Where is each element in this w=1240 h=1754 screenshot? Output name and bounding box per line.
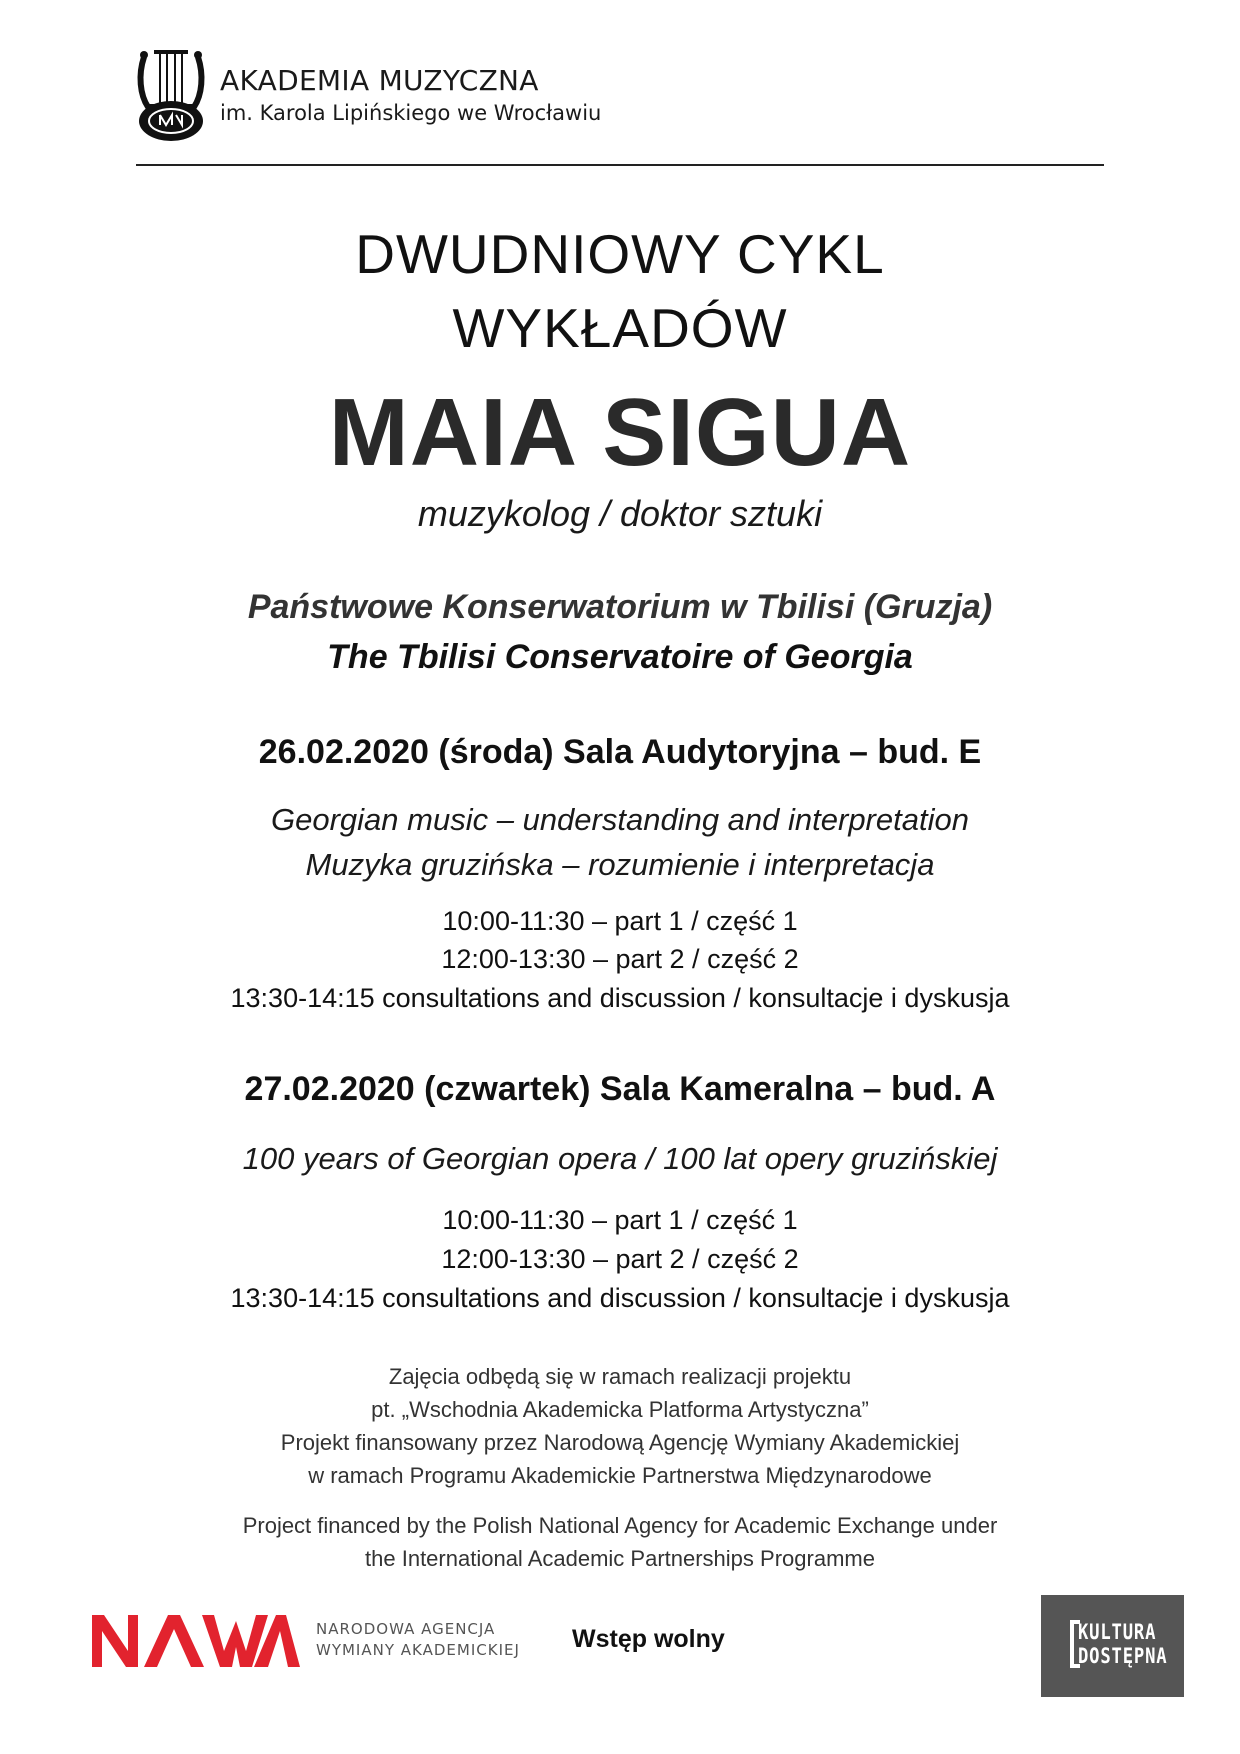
nawa-logo xyxy=(90,1611,302,1669)
institution-en: The Tbilisi Conservatoire of Georgia xyxy=(327,638,913,676)
funding-note-pl: Projekt finansowany przez Narodową Agencję Wymiany Akademickiej xyxy=(280,1430,960,1455)
speaker-role: muzykolog / doktor sztuki xyxy=(417,493,823,534)
title-line-1: DWUDNIOWY CYKL xyxy=(355,223,885,285)
day-2-date-venue: 27.02.2020 (czwartek) Sala Kameralna – bud. A xyxy=(244,1070,996,1108)
funding-note-pl: Zajęcia odbędą się w ramach realizacji projektu xyxy=(388,1364,852,1389)
kultura-line-2: DOSTĘPNA xyxy=(1078,1644,1168,1668)
header-divider xyxy=(136,164,1104,166)
day-1-schedule-item: 12:00-13:30 – part 2 / część 2 xyxy=(441,944,799,974)
academy-name: AKADEMIA MUZYCZNA xyxy=(220,64,539,97)
lyre-icon xyxy=(136,45,206,142)
day-2-schedule-item: 10:00-11:30 – part 1 / część 1 xyxy=(442,1205,798,1235)
nawa-name-line-1: NARODOWA AGENCJA xyxy=(316,1620,496,1638)
institution-pl: Państwowe Konserwatorium w Tbilisi (Gruzja) xyxy=(247,588,993,626)
funding-note-en: Project financed by the Polish National Agency for Academic Exchange under xyxy=(242,1513,998,1538)
day-1-topic-en: Georgian music – understanding and interpretation xyxy=(271,802,969,837)
funding-note-en: the International Academic Partnerships Programme xyxy=(365,1546,875,1571)
day-2-schedule-item: 12:00-13:30 – part 2 / część 2 xyxy=(441,1244,799,1274)
academy-subtitle: im. Karola Lipińskiego we Wrocławiu xyxy=(220,101,602,125)
day-2-schedule-item: 13:30-14:15 consultations and discussion / konsultacje i dyskusja xyxy=(230,1283,1010,1313)
free-entry-label: Wstęp wolny xyxy=(572,1625,725,1653)
day-1-schedule-item: 10:00-11:30 – part 1 / część 1 xyxy=(442,906,798,936)
funding-note-pl: w ramach Programu Akademickie Partnerstwa Międzynarodowe xyxy=(308,1463,932,1488)
day-1-schedule-item: 13:30-14:15 consultations and discussion / konsultacje i dyskusja xyxy=(230,983,1010,1013)
day-2-topic: 100 years of Georgian opera / 100 lat opery gruzińskiej xyxy=(242,1141,998,1176)
day-1-topic-pl: Muzyka gruzińska – rozumienie i interpretacja xyxy=(305,847,935,882)
nawa-name-line-2: WYMIANY AKADEMICKIEJ xyxy=(316,1641,520,1659)
day-1-date-venue: 26.02.2020 (środa) Sala Audytoryjna – bud. E xyxy=(258,733,982,771)
funding-note-pl: pt. „Wschodnia Akademicka Platforma Artystyczna” xyxy=(371,1397,869,1422)
speaker-name: MAIA SIGUA xyxy=(328,379,912,486)
kultura-line-1: KULTURA xyxy=(1078,1620,1157,1644)
title-line-2: WYKŁADÓW xyxy=(452,297,788,359)
